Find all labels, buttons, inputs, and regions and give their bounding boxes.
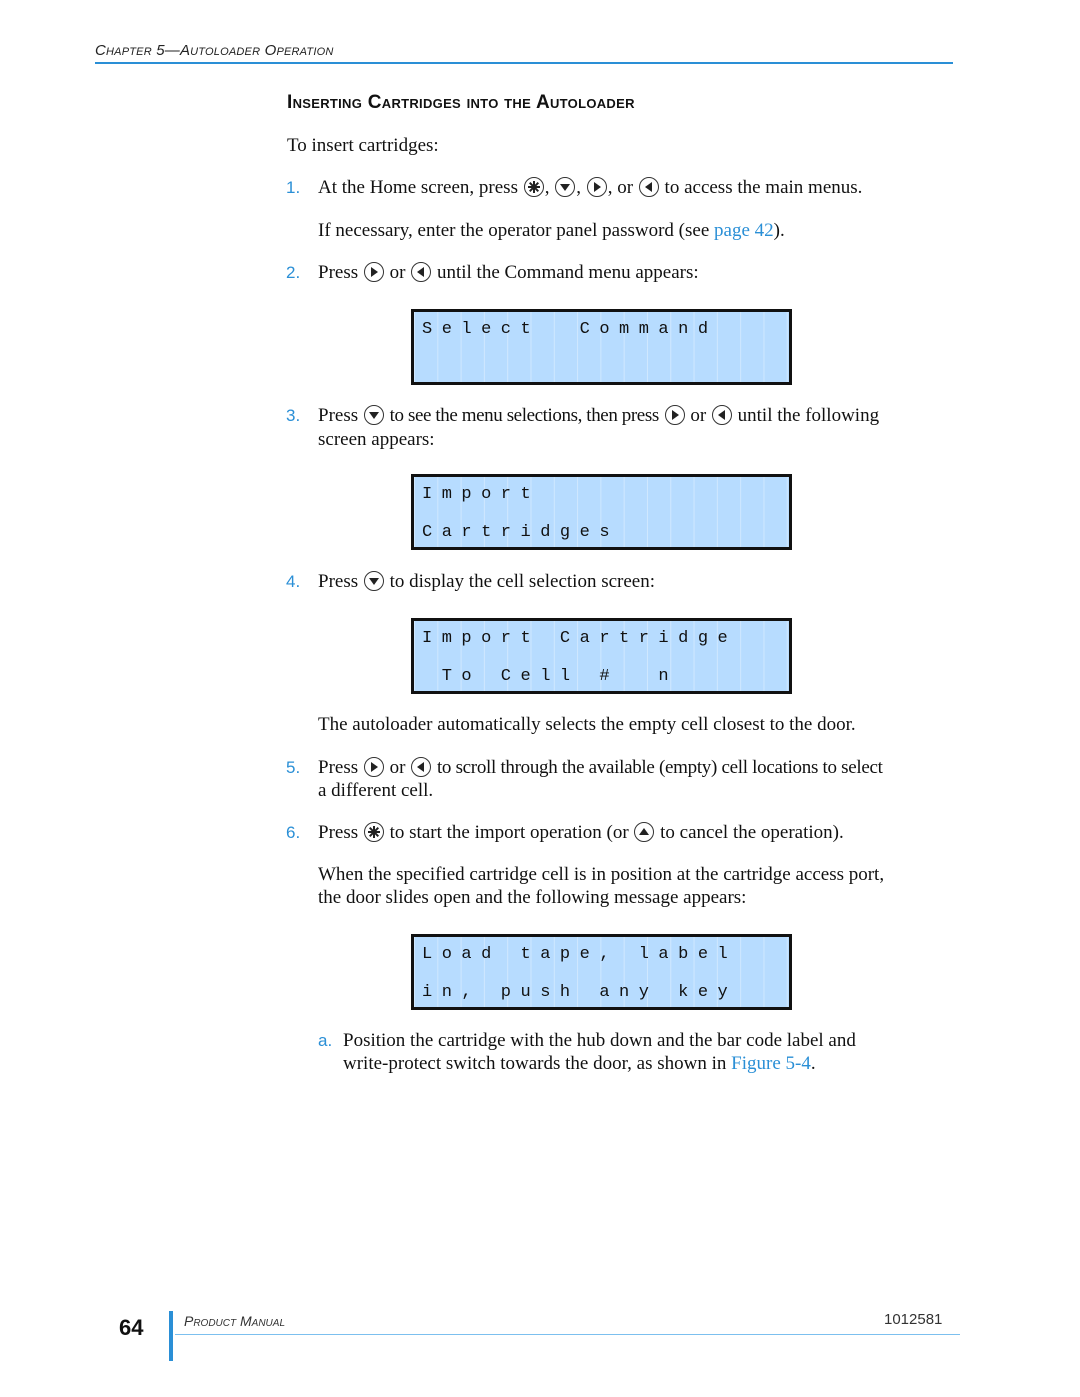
footer-title: Product Manual bbox=[184, 1313, 286, 1329]
lcd-row: Import bbox=[422, 485, 541, 504]
substep-label: a. bbox=[318, 1031, 333, 1050]
footer-rule bbox=[175, 1334, 960, 1335]
left-arrow-icon bbox=[712, 405, 732, 425]
step-6: Press to start the import operation (or to cancel the operation). bbox=[318, 822, 844, 843]
lcd-screen-load-tape bbox=[411, 934, 792, 1010]
right-arrow-icon bbox=[665, 405, 685, 425]
step-5-cont: a different cell. bbox=[318, 780, 434, 801]
door-note-line2: the door slides open and the following message appears: bbox=[318, 887, 747, 908]
lcd-row: To Cell # n bbox=[422, 667, 679, 686]
document-code: 1012581 bbox=[884, 1311, 943, 1328]
right-arrow-icon bbox=[364, 262, 384, 282]
right-arrow-icon bbox=[587, 177, 607, 197]
step-number: 5. bbox=[286, 758, 301, 777]
section-title: Inserting Cartridges into the Autoloader bbox=[287, 92, 635, 113]
lcd-row: Cartridges bbox=[422, 523, 620, 542]
step-1: At the Home screen, press , , , or to access the main menus. bbox=[318, 177, 863, 198]
lcd-row: Import Cartridge bbox=[422, 629, 738, 648]
chapter-header: Chapter 5—Autoloader Operation bbox=[95, 42, 953, 64]
down-arrow-icon bbox=[555, 177, 575, 197]
step-number: 4. bbox=[286, 572, 301, 591]
step-5: Press or to scroll through the available (empty) cell locations to select bbox=[318, 757, 883, 778]
enter-asterisk-icon bbox=[524, 177, 544, 197]
down-arrow-icon bbox=[364, 405, 384, 425]
lcd-row: Load tape, label bbox=[422, 945, 738, 964]
step-number: 3. bbox=[286, 406, 301, 425]
right-arrow-icon bbox=[364, 757, 384, 777]
footer-accent-bar bbox=[169, 1311, 173, 1361]
substep-a-line1: Position the cartridge with the hub down and the bar code label and bbox=[343, 1030, 856, 1051]
step-4: Press to display the cell selection screen: bbox=[318, 571, 656, 592]
lcd-screen-select-command bbox=[411, 309, 792, 385]
step-number: 6. bbox=[286, 823, 301, 842]
step-3: Press to see the menu selections, then press or until the following bbox=[318, 405, 880, 426]
down-arrow-icon bbox=[364, 571, 384, 591]
enter-asterisk-icon bbox=[364, 822, 384, 842]
up-arrow-icon bbox=[634, 822, 654, 842]
left-arrow-icon bbox=[411, 262, 431, 282]
lcd-screen-import-to-cell bbox=[411, 618, 792, 694]
door-note-line1: When the specified cartridge cell is in position at the cartridge access port, bbox=[318, 864, 885, 885]
page-number: 64 bbox=[119, 1315, 144, 1340]
left-arrow-icon bbox=[411, 757, 431, 777]
step-2: Press or until the Command menu appears: bbox=[318, 262, 699, 283]
step-3-cont: screen appears: bbox=[318, 429, 435, 450]
intro-text: To insert cartridges: bbox=[287, 135, 439, 156]
lcd-row: Select Command bbox=[422, 320, 718, 339]
step-number: 2. bbox=[286, 263, 301, 282]
figure-5-4-link[interactable]: Figure 5-4 bbox=[731, 1053, 811, 1074]
step-1-note: If necessary, enter the operator panel password (see page 42). bbox=[318, 220, 785, 241]
lcd-screen-import-cartridges bbox=[411, 474, 792, 550]
page-42-link[interactable]: page 42 bbox=[714, 220, 774, 241]
left-arrow-icon bbox=[639, 177, 659, 197]
substep-a-line2: write-protect switch towards the door, as shown in Figure 5-4. bbox=[343, 1053, 816, 1074]
lcd-row: in, push any key bbox=[422, 983, 738, 1002]
auto-note: The autoloader automatically selects the empty cell closest to the door. bbox=[318, 714, 856, 735]
step-number: 1. bbox=[286, 178, 301, 197]
